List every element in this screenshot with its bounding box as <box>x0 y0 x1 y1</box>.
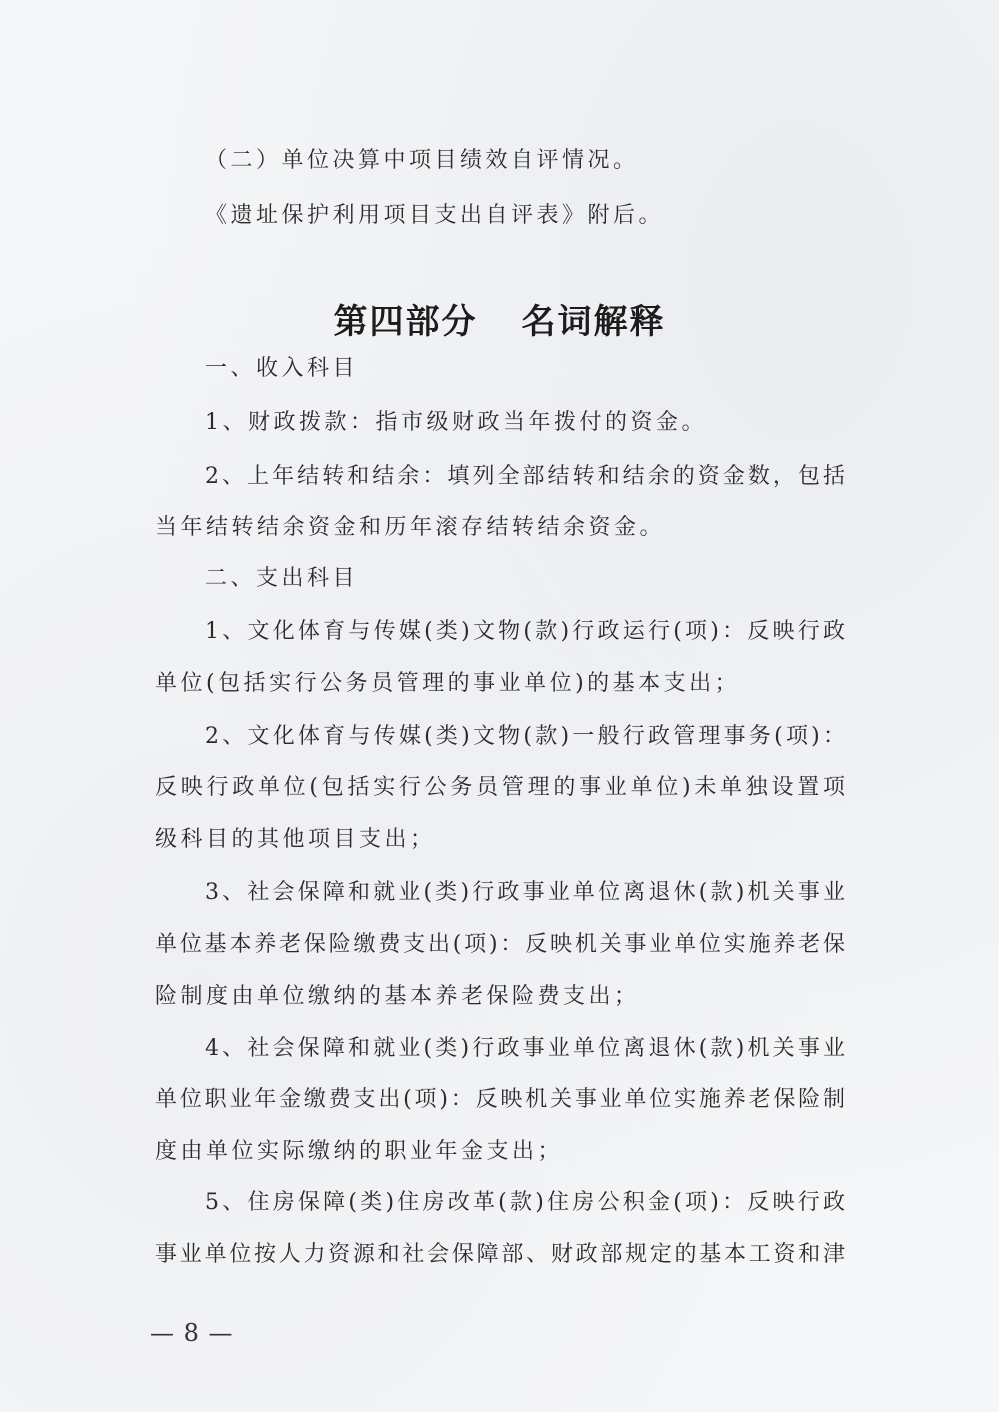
expense-item-3-line-1: 3、社会保障和就业(类)行政事业单位离退休(款)机关事业 <box>205 880 845 905</box>
income-item-2-line-1: 2、上年结转和结余：填列全部结转和结余的资金数，包括 <box>205 464 845 489</box>
expense-item-2-line-2: 反映行政单位(包括实行公务员管理的事业单位)未单独设置项 <box>155 775 845 800</box>
expense-item-4-line-1: 4、社会保障和就业(类)行政事业单位离退休(款)机关事业 <box>205 1036 845 1061</box>
expense-item-4-line-2: 单位职业年金缴费支出(项)：反映机关事业单位实施养老保险制 <box>155 1087 845 1112</box>
part-title: 名词解释 <box>521 302 666 342</box>
part-number: 第四部分 <box>333 302 478 342</box>
income-item-1: 1、财政拨款：指市级财政当年拨付的资金。 <box>205 410 707 435</box>
expense-item-2-line-3: 级科目的其他项目支出； <box>155 827 436 852</box>
expense-item-1-line-2: 单位(包括实行公务员管理的事业单位)的基本支出； <box>155 671 741 696</box>
page-number: — 8 — <box>150 1319 234 1347</box>
part-heading <box>0 300 999 344</box>
income-heading: 一、收入科目 <box>205 356 359 381</box>
expense-item-2-line-1: 2、文化体育与传媒(类)文物(款)一般行政管理事务(项)： <box>205 724 845 749</box>
section-subheading: （二）单位决算中项目绩效自评情况。 <box>205 148 639 173</box>
expense-item-5-line-2: 事业单位按人力资源和社会保障部、财政部规定的基本工资和津 <box>155 1242 845 1267</box>
expense-item-1-line-1: 1、文化体育与传媒(类)文物(款)行政运行(项)：反映行政 <box>205 619 845 644</box>
expense-item-3-line-2: 单位基本养老保险缴费支出(项)：反映机关事业单位实施养老保 <box>155 932 845 957</box>
expense-item-5-line-1: 5、住房保障(类)住房改革(款)住房公积金(项)：反映行政 <box>205 1190 845 1215</box>
expense-heading: 二、支出科目 <box>205 566 359 591</box>
expense-item-4-line-3: 度由单位实际缴纳的职业年金支出； <box>155 1139 564 1164</box>
expense-item-3-line-3: 险制度由单位缴纳的基本养老保险费支出； <box>155 984 640 1009</box>
income-item-2-line-2: 当年结转结余资金和历年滚存结转结余资金。 <box>155 515 666 540</box>
attachment-note: 《遗址保护利用项目支出自评表》附后。 <box>205 203 665 228</box>
